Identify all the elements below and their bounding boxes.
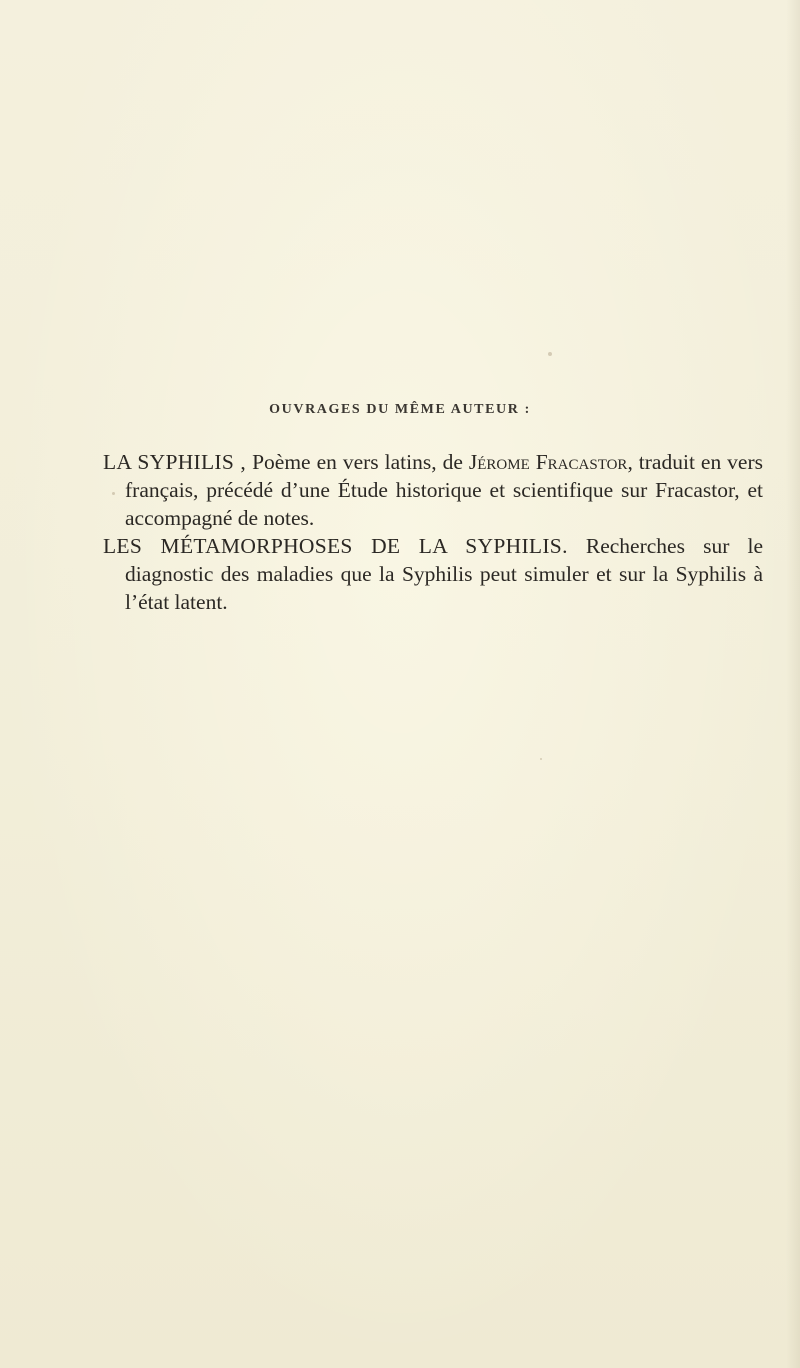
work-description: Recherches sur le diagnostic des maladies que la Syphilis peut simuler et sur la Syphilis à l’état latent. bbox=[125, 534, 763, 614]
paper-speck bbox=[540, 758, 542, 760]
works-list bbox=[103, 448, 763, 616]
work-entry-metamorphoses bbox=[103, 532, 763, 616]
work-description: Poème en vers latins, de bbox=[252, 450, 463, 474]
paper-speck bbox=[548, 352, 552, 356]
work-entry-la-syphilis bbox=[103, 448, 763, 532]
work-author: Jérome Fracastor bbox=[468, 450, 628, 474]
work-title: LA SYPHILIS , bbox=[103, 450, 247, 474]
page-edge-shadow bbox=[786, 0, 800, 1368]
works-heading: OUVRAGES DU MÊME AUTEUR : bbox=[269, 402, 531, 417]
work-title: LES MÉTAMORPHOSES DE LA SYPHILIS. bbox=[103, 534, 568, 558]
work-description-continued: , traduit en vers français, précédé d’une Étude historique et scientifique sur Fracastor, et accompagné de notes. bbox=[125, 450, 763, 530]
